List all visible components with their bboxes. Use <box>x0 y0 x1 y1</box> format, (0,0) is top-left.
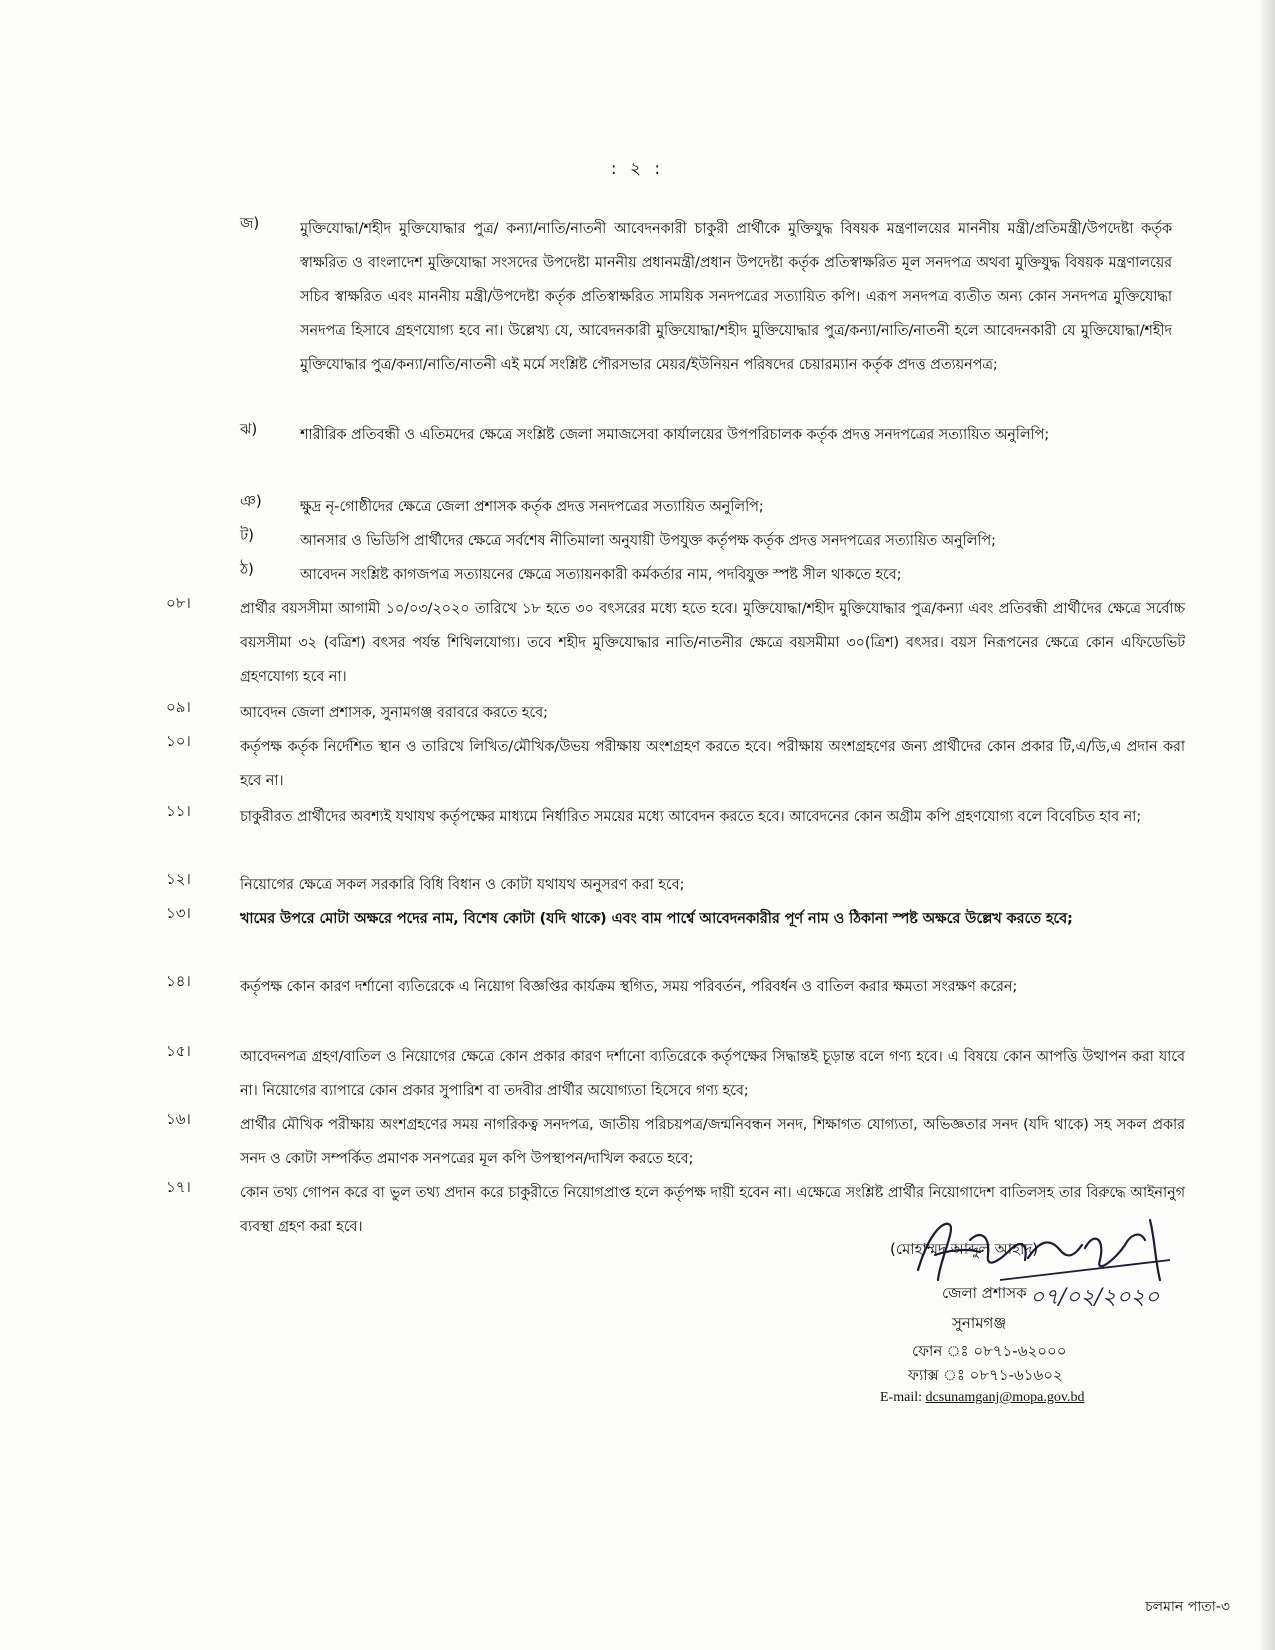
item-text: আবেদনপত্র গ্রহণ/বাতিল ও নিয়োগের ক্ষেত্রে কোন প্রকার কারণ দর্শানো ব্যতিরেকে কর্তৃপক্ষের সিদ্ধান্তই চূড়ান্ত বলে গণ্য হবে। এ বিষয়ে কোন আপত্তি উত্থাপন করা যাবে না। নিয়োগের ব্যাপারে কোন প্রকার সুপারিশ বা তদবীর প্রার্থীর অযোগ্যতা হিসেবে গণ্য হবে; <box>240 1049 1185 1099</box>
item-number: ১৩। <box>166 904 191 922</box>
page-edge-shadow <box>1261 0 1275 1650</box>
item-text: আবেদন সংশ্লিষ্ট কাগজপত্র সত্যায়নের ক্ষেত্রে সত্যায়নকারী কর্মকর্তার নাম, পদবিযুক্ত স্পষ্ট সীল থাকতে হবে; <box>300 567 902 583</box>
item-text: নিয়োগের ক্ষেত্রে সকল সরকারি বিধি বিধান ও কোটা যথাযথ অনুসরণ করা হবে; <box>240 877 685 893</box>
item-text: চাকুরীরত প্রার্থীদের অবশ্যই যথাযথ কর্তৃপক্ষের মাধ্যমে নির্ধারিত সময়ের মধ্যে আবেদন করতে হবে। আবেদনের কোন অগ্রীম কপি গ্রহণযোগ্য বলে বিবেচিত হাব না; <box>240 809 1142 825</box>
item-text: আবেদন জেলা প্রশাসক, সুনামগঞ্জ বরাবরে করতে হবে; <box>240 705 548 721</box>
item-text: কর্তৃপক্ষ কর্তৃক নির্দেশিত স্থান ও তারিখে লিখিত/মৌখিক/উভয় পরীক্ষায় অংশগ্রহণ করতে হবে। পরীক্ষায় অংশগ্রহণের জন্য প্রার্থীদের কোন প্রকার টি,এ/ডি,এ প্রদান করা হবে না। <box>240 739 1185 789</box>
item-number: ১৭। <box>166 1178 191 1196</box>
item-text: মুক্তিযোদ্ধা/শহীদ মুক্তিযোদ্ধার পুত্র/ কন্যা/নাতি/নাতনী আবেদনকারী চাকুরী প্রার্থীকে মুক্তিযুদ্ধ বিষয়ক মন্ত্রণালয়ের মাননীয় মন্ত্রী/প্রতিমন্ত্রী/উপদেষ্টা কর্তৃক স্বাক্ষরিত ও বাংলাদেশ মুক্তিযোদ্ধা সংসদের উপদেষ্টা মাননীয় প্রধানমন্ত্রী/প্রধান উপদেষ্টা কর্তৃক প্রতিস্বাক্ষরিত মূল সনদপত্র অথবা মুক্তিযুদ্ধ বিষয়ক মন্ত্রণালয়ের সচিব স্বাক্ষরিত এবং মাননীয় মন্ত্রী/উপদেষ্টা কর্তৃক প্রতিস্বাক্ষরিত সাময়িক সনদপত্রের সত্যায়িত কপি। এরূপ সনদপত্র ব্যতীত অন্য কোন সনদপত্র মুক্তিযোদ্ধা সনদপত্র হিসাবে গ্রহণযোগ্য হবে না। উল্লেখ্য যে, আবেদনকারী মুক্তিযোদ্ধা/শহীদ মুক্তিযোদ্ধার পুত্র/কন্যা/নাতি/নাতনী হলে আবেদনকারী যে মুক্তিযোদ্ধা/শহীদ মুক্তিযোদ্ধার পুত্র/কন্যা/নাতি/নাতনী এই মর্মে সংশ্লিষ্ট পৌরসভার মেয়র/ইউনিয়ন পরিষদের চেয়ারম্যান কর্তৃক প্রদত্ত প্রত্যয়নপত্র; <box>300 221 1172 373</box>
item-number: ১৫। <box>166 1042 191 1060</box>
signer-district: সুনামগঞ্জ <box>952 1314 1007 1332</box>
item-marker: ট) <box>240 526 255 544</box>
item-number: ০৮। <box>166 594 191 612</box>
item-marker: ঝ) <box>240 420 258 438</box>
signer-name: (মোহাম্মদ আব্দুল আহাদ) <box>890 1240 1039 1258</box>
item-number: ১৬। <box>166 1110 191 1128</box>
item-marker: ঠ) <box>240 560 254 578</box>
item-number: ১০। <box>166 732 191 750</box>
signer-phone: ফোন ঃ ০৮৭১-৬২০০০ <box>912 1342 1067 1360</box>
item-number: ১১। <box>166 802 191 820</box>
item-text: ক্ষুদ্র নৃ-গোষ্ঠীদের ক্ষেত্রে জেলা প্রশাসক কর্তৃক প্রদত্ত সনদপত্রের সত্যায়িত অনুলিপি; <box>300 499 764 515</box>
item-text: প্রার্থীর মৌখিক পরীক্ষায় অংশগ্রহণের সময় নাগরিকত্ব সনদপত্র, জাতীয় পরিচয়পত্র/জন্মনিবন্ধন সনদ, শিক্ষাগত যোগ্যতা, অভিজ্ঞতার সনদ (যদি থাকে) সহ সকল প্রকার সনদ ও কোটা সম্পর্কিত প্রমাণক সনপত্রের মূল কপি উপস্থাপন/দাখিল করতে হবে; <box>240 1117 1185 1167</box>
email-label: E-mail: <box>880 1390 922 1405</box>
item-number: ১২। <box>166 870 191 888</box>
item-number: ০৯। <box>166 698 191 716</box>
signer-email <box>880 1390 1084 1406</box>
item-text-bold: খামের উপরে মোটা অক্ষরে পদের নাম, বিশেষ কোটা (যদি থাকে) এবং বাম পার্শ্বে আবেদনকারীর পূর্ণ নাম ও ঠিকানা স্পষ্ট অক্ষরে উল্লেখ করতে হবে; <box>240 911 1073 927</box>
item-text: প্রার্থীর বয়সসীমা আগামী ১০/০৩/২০২০ তারিখে ১৮ হতে ৩০ বৎসরের মধ্যে হতে হবে। মুক্তিযোদ্ধা/শহীদ মুক্তিযোদ্ধার পুত্র/কন্যা এবং প্রতিবন্ধী প্রার্থীদের ক্ষেত্রে সর্বোচ্চ বয়সসীমা ৩২ (বত্রিশ) বৎসর পর্যন্ত শিথিলযোগ্য। তবে শহীদ মুক্তিযোদ্ধার নাতি/নাতনীর ক্ষেত্রে বয়সমীমা ৩০(ত্রিশ) বৎসর। বয়স নিরূপনের ক্ষেত্রে কোন এফিডেভিট গ্রহণযোগ্য হবে না। <box>240 601 1185 685</box>
item-marker: ঞ) <box>240 492 262 510</box>
email-address: dcsunamganj@mopa.gov.bd <box>925 1390 1085 1405</box>
signature-block <box>880 1200 1200 1530</box>
signer-fax: ফ্যাক্স ঃ ০৮৭১-৬১৬০২ <box>908 1366 1063 1384</box>
page-number: : ২ : <box>610 159 665 179</box>
item-number: ১৪। <box>166 972 191 990</box>
signer-designation: জেলা প্রশাসক <box>942 1284 1027 1302</box>
item-text: কোন তথ্য গোপন করে বা ভুল তথ্য প্রদান করে চাকুরীতে নিয়োগপ্রাপ্ত হলে কর্তৃপক্ষ দায়ী হবেন না। এক্ষেত্রে সংশ্লিষ্ট প্রার্থীর নিয়োগাদেশ বাতিলসহ তার বিরুদ্ধে আইনানুগ ব্যবস্থা গ্রহণ করা হবে। <box>240 1185 1185 1235</box>
item-text: শারীরিক প্রতিবন্ধী ও এতিমদের ক্ষেত্রে সংশ্লিষ্ট জেলা সমাজসেবা কার্যালয়ের উপপরিচালক কর্তৃক প্রদত্ত সনদপত্রের সত্যায়িত অনুলিপি; <box>300 427 1050 443</box>
signature-date: ০৭/০২/২০২০ <box>1030 1285 1160 1310</box>
item-text: আনসার ও ভিডিপি প্রার্থীদের ক্ষেত্রে সর্বশেষ নীতিমালা অনুযায়ী উপযুক্ত কর্তৃপক্ষ কর্তৃক প্রদত্ত সনদপত্রের সত্যায়িত অনুলিপি; <box>300 533 996 549</box>
item-marker: জ) <box>240 214 260 232</box>
item-text: কর্তৃপক্ষ কোন কারণ দর্শানো ব্যতিরেকে এ নিয়োগ বিজ্ঞপ্তির কার্যক্রম স্থগিত, সময় পরিবর্তন, পরিবর্ধন ও বাতিল করার ক্ষমতা সংরক্ষণ করেন; <box>240 979 1018 995</box>
continued-note: চলমান পাতা-৩ <box>1145 1599 1230 1615</box>
